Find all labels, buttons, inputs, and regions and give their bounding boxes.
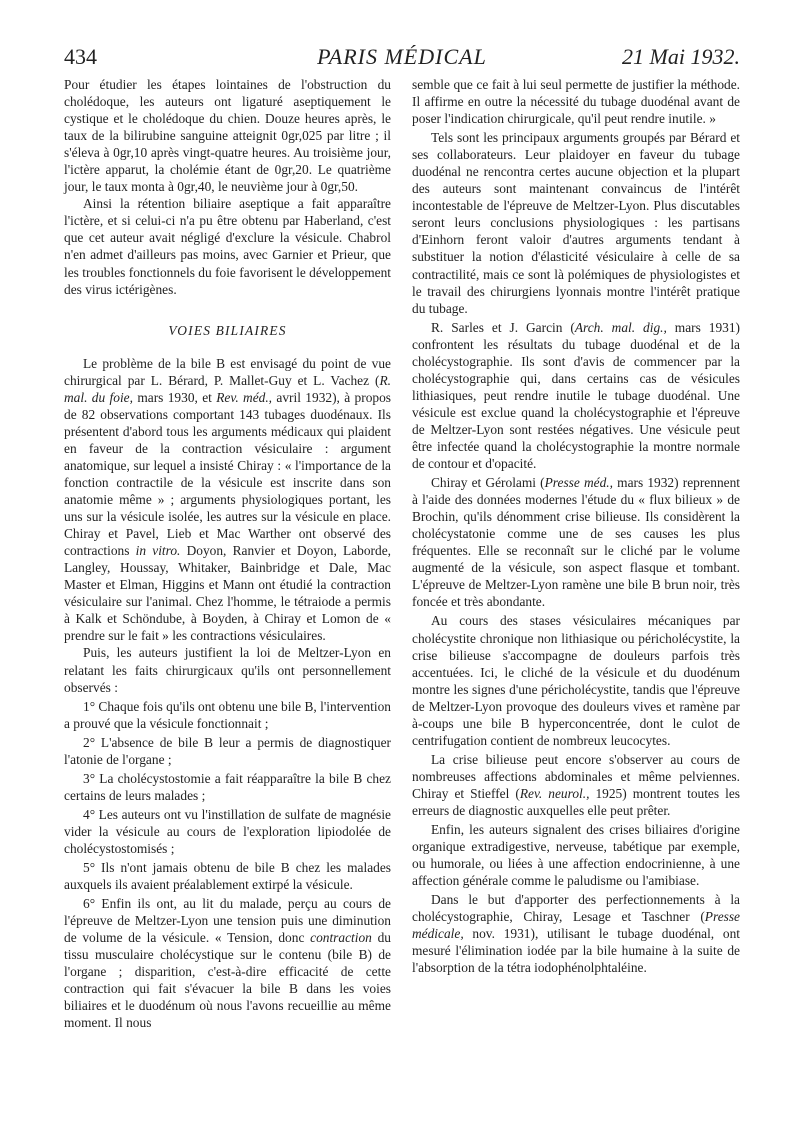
- paragraph-bile-b-intro: Le problème de la bile B est envisagé du point de vue chirurgical par L. Bérard, P. Mallet-Guy et L. Vachez (R. mal. du foie, mars 1930, et Rev. méd., avril 1932), à propos de 82 observations comportant 143 tubages duodénaux. Ils présentent d'abord tous les arguments médicaux qui plaident en faveur de la contraction vésiculaire : argument anatomique, sur lequel a insisté Chiray : « l'importance de la fonction contractile de la vésicule est inscrite dans son anatomie même » ; arguments physiologiques portant, les uns sur la vésicule isolée, les autres sur la vésicule en place. Chiray et Pavel, Lieb et Mac Warther ont observé des contractions in vitro. Doyon, Ranvier et Doyon, Laborde, Langley, Houssay, Whitaker, Bainbridge et Dale, Mac Master et Elman, Higgins et Mann ont étudié la contraction vésiculaire sur l'animal. Chez l'homme, le tétraiode a permis à Kalk et Schöndube, à Boyden, à Chiray et Lomon de « prendre sur le fait » les contractions vésiculaires.: [64, 355, 392, 644]
- paragraph-continued: semble que ce fait à lui seul permette de justifier la méthode. Il affirme en outre la nécessité du tubage duodénal avant de poser l'indication chirurgicale, qu'il peut rendre inutile. »: [412, 77, 740, 127]
- paragraph-enfin: Enfin, les auteurs signalent des crises biliaires d'origine organique extradigestive, nerveuse, tabétique par exemple, ou humorale, ou liées à une affection endocrinienne, à une affection générale comme le paludisme ou l'amibiase.: [412, 822, 740, 889]
- paragraph-sarles-garcin: R. Sarles et J. Garcin (Arch. mal. dig., mars 1931) confrontent les résultats du tubage duodénal et de la cholécystographie. Ils sont d'avis de commencer par la cholécystographie qui, dans certains cas de vésicules lithiasiques, peut rendre inutile le tubage duodénal. Une vésicule est exclue quand la cholécystographie et l'épreuve de Meltzer-Lyon sont restées négatives. Une vésicule peut être infectée quand la cholécystographie la montre normale de contour et d'opacité.: [412, 319, 740, 472]
- section-heading: VOIES BILIAIRES: [168, 322, 287, 338]
- paragraph-tels-sont: Tels sont les principaux arguments groupés par Bérard et ses collaborateurs. Leur plaidoyer en faveur du tubage duodénal ne rencontra certes aucune objection et la plupart des auteurs sont maintenant convaincus de l'intérêt incontestable de l'épreuve de Meltzer-Lyon. Plus discutables seront leurs conclusions physiologiques : les partisans d'Einhorn feront valoir d'autres arguments tendant à substituer la notion d'élasticité vésiculaire à celle de sa contractilité, mais ce sont là polémiques de physiologistes et le travail des chirurgiens lyonnais montre l'intérêt pratique du tubage.: [412, 130, 740, 316]
- list-item-4: 4° Les auteurs ont vu l'instillation de sulfate de magnésie vider la vésicule au cours de l'exploration lipiodolée de cholécystostomisés ;: [64, 806, 391, 856]
- paragraph-retention: Ainsi la rétention biliaire aseptique a fait apparaître l'ictère, et si celui-ci n'a pu être obtenu par Haberland, c'est que cet auteur avait négligé d'exclure la vésicule. Chabrol n'en admet d'ailleurs pas moins, avec Garnier et Prieur, que les troubles fonctionnels du foie favorisent le développement des virus ictérigènes.: [64, 196, 391, 297]
- list-item-5: 5° Ils n'ont jamais obtenu de bile B chez les malades auxquels ils avaient préalablement extirpé la vésicule.: [64, 860, 391, 893]
- list-item-2: 2° L'absence de bile B leur a permis de diagnostiquer l'atonie de l'organe ;: [64, 734, 391, 767]
- paragraph-meltzer-lyon: Puis, les auteurs justifient la loi de Meltzer-Lyon en relatant les faits chirurgicaux qu'ils ont personnellement observés :: [64, 645, 391, 695]
- running-header: [64, 44, 740, 76]
- right-column: [412, 76, 740, 976]
- list-item-6: 6° Enfin ils ont, au lit du malade, perçu au cours de l'épreuve de Meltzer-Lyon une tension puis une diminution de volume de la vésicule. « Tension, donc contraction du tissu musculaire cholécystique sur le contenu (bile B) de l'organe ; disparition, c'est-à-dire efficacité de cette contraction qui fait s'évacuer la bile B dans les voies biliaires et le duodénum où nous l'avons recueillie au même moment. Il nous: [64, 896, 391, 1031]
- page-number: 434: [64, 44, 97, 69]
- paragraph-stases: Au cours des stases vésiculaires mécaniques par cholécystite chronique non lithiasique ou péricholécystite, la crise bilieuse s'accompagne de douleurs parfois très accentuées. Ici, le cliché de la vésicule et du duodénum montre les signes d'une péricholécystite, tandis que l'épreuve de Meltzer-Lyon provoque des douleurs vives et ramène par à-coups une bile B hyperconcentrée, dont le culot de centrifugation contient de nombreux leucocytes.: [412, 613, 740, 748]
- paragraph-chiray-gerolami: Chiray et Gérolami (Presse méd., mars 1932) reprennent à l'aide des données modernes l'étude du « flux bilieux » de Brochin, qu'ils dénomment crise bilieuse. Ils considèrent la cholécystatonie comme une de ses causes les plus fréquentes. Elle se reconnaît sur le cliché par le volume augmenté de la vésicule, son aspect flasque et tombant. L'épreuve de Meltzer-Lyon ramène une bile B brun noir, très foncée et très abondante.: [412, 475, 740, 610]
- journal-title: PARIS MÉDICAL: [317, 44, 487, 69]
- issue-date: 21 Mai 1932.: [622, 44, 740, 69]
- list-item-3: 3° La cholécystostomie a fait réapparaître la bile B chez certains de leurs malades ;: [64, 770, 391, 803]
- left-column: [64, 76, 391, 1031]
- paragraph-obstruction: Pour étudier les étapes lointaines de l'obstruction du cholédoque, les auteurs ont ligaturé aseptiquement le cystique et le cholédoque du chien. Douze heures après, le taux de la bilirubine sanguine atteignit 0gr,025 par litre ; il s'éleva à 0gr,10 après vingt-quatre heures. Au troisième jour, l'ictère apparut, la cholémie étant de 0gr,20. Le quatrième jour, le taux monta à 0gr,40, le neuvième jour à 0gr,50.: [64, 77, 391, 195]
- list-item-1: 1° Chaque fois qu'ils ont obtenu une bile B, l'intervention a prouvé que la vésicule fonctionnait ;: [64, 698, 391, 731]
- paragraph-dans-le-but: Dans le but d'apporter des perfectionnements à la cholécystographie, Chiray, Lesage et Taschner (Presse médicale, nov. 1931), utilisant le tubage duodénal, ont mesuré l'élimination iodée par la bile humaine à la suite de l'absorption de la tétra iodophénolphtaléine.: [412, 892, 740, 976]
- paragraph-crise-bilieuse: La crise bilieuse peut encore s'observer au cours de nombreuses affections abdominales et même pelviennes. Chiray et Stieffel (Rev. neurol., 1925) montrent toutes les erreurs de diagnostic auxquelles elle peut prêter.: [412, 751, 740, 818]
